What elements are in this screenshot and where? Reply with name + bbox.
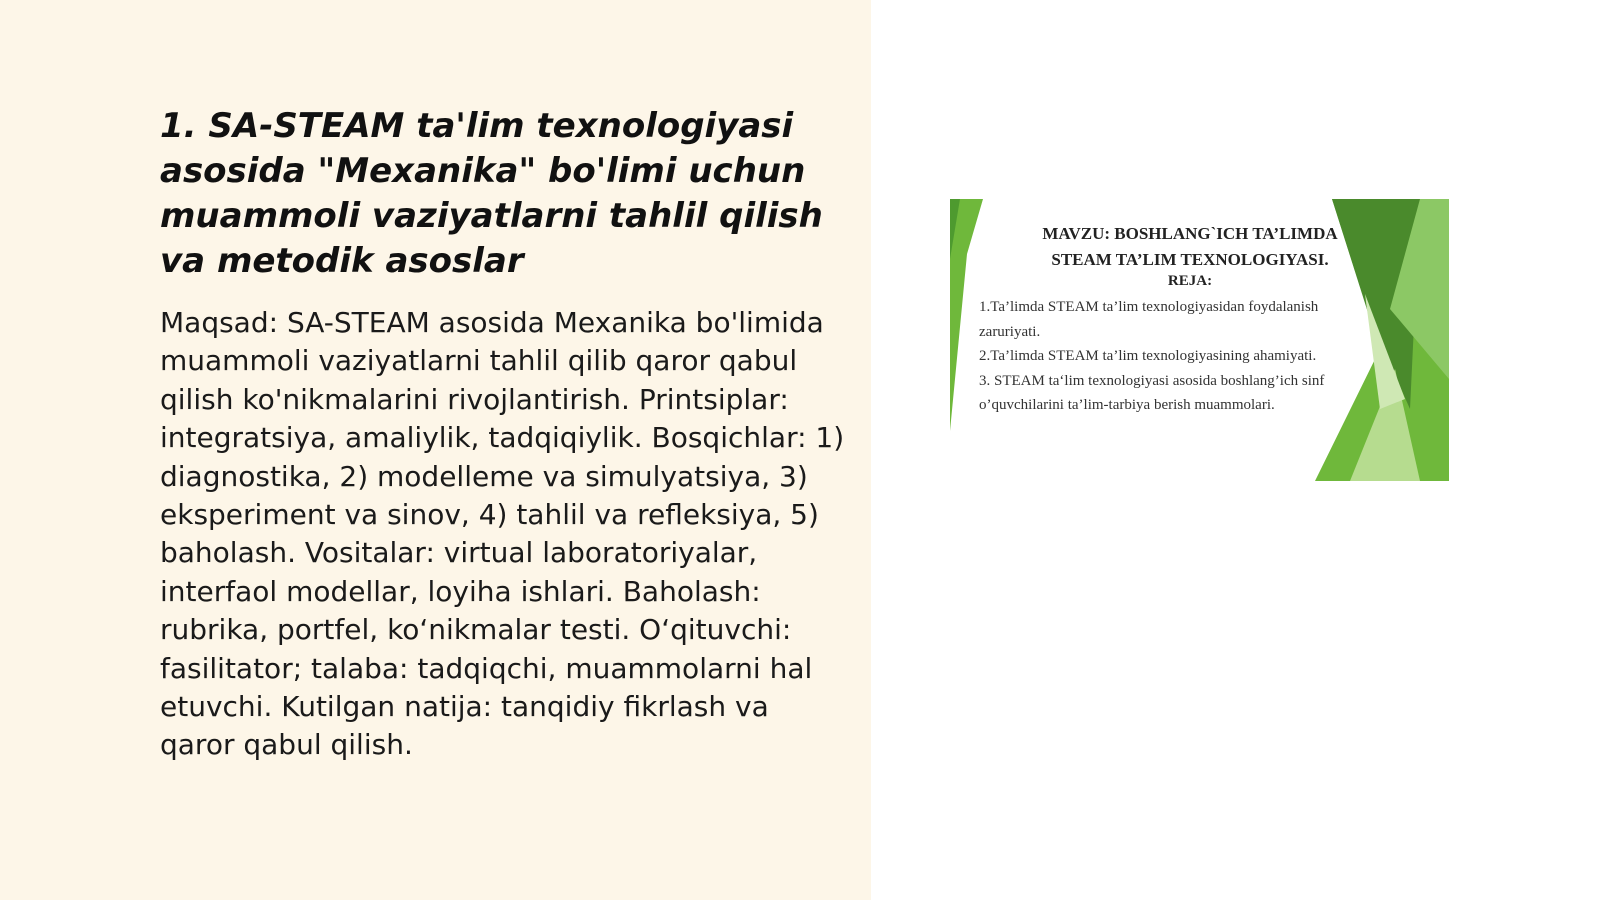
thumbnail-title-line2: STEAM TA’LIM TEXNOLOGIYASI. [1051,250,1329,269]
slide-title: 1. SA-STEAM ta'lim texnologiyasi asosida "Mexanika" bo'limi uchun muammoli vaziyatlarni tahlil qilish va metodik asoslar [160,106,823,281]
list-item: 2.Ta’limda STEAM ta’lim texnologiyasining ahamiyati. [979,348,1317,364]
thumbnail-reja-label: REJA: [1167,273,1213,289]
slide-body-text: Maqsad: SA-STEAM asosida Mexanika bo'limida muammoli vaziyatlarni tahlil qilib qaror qabul qilish ko'nikmalarini rivojlantirish. Printsiplar: integratsiya, amaliylik, tadqiqiylik. Bosqichlar: 1) diagnostika, 2) modelleme va simulyatsiya, 3) eksperiment va sinov, 4) tahlil va refleksiya, 5) baholash. Vositalar: virtual laboratoriyalar, interfaol modellar, loyiha ishlari. Baholash: rubrika, portfel, ko‘nikmalar testi. O‘qituvchi: fasilitator; talaba: tadqiqchi, muammolarni hal etuvchi. Kutilgan natija: tanqidiy fikrlash va qaror qabul qilish. [160,306,845,762]
list-item: 3. STEAM ta‘lim texnologiyasi asosida boshlang’ich sinf o’quvchilarini ta’lim-tarbiya berish muammolari. [979,372,1325,413]
list-item: 1.Ta’limda STEAM ta’lim texnologiyasidan foydalanish zaruriyati. [979,299,1319,340]
thumbnail-plan-list [979,295,1329,418]
thumbnail-title-line1: MAVZU: BOSHLANG`ICH TA’LIMDA [1042,224,1338,243]
thumbnail-title [990,221,1390,273]
slide-thumbnail-image [950,199,1449,481]
